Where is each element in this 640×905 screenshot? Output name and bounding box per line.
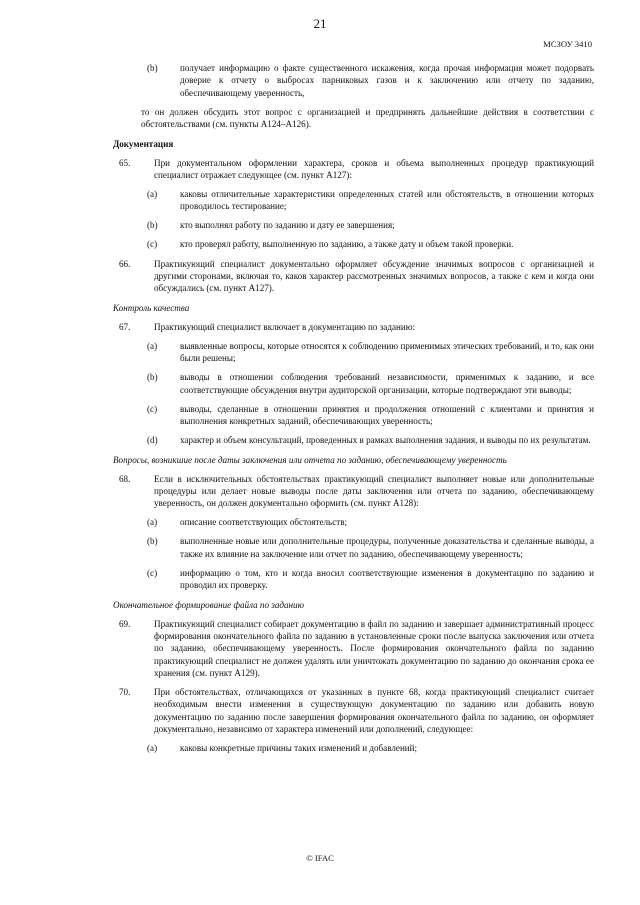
paragraph-text: При документальном оформлении характера, сроков и объема выполненных процедур практикующий специалист отражает следующее (см. пункт A127): bbox=[154, 157, 594, 180]
item-text: описание соответствующих обстоятельств; bbox=[180, 517, 348, 528]
section-heading: Документация bbox=[113, 139, 174, 150]
section-heading: Контроль качества bbox=[113, 303, 190, 314]
document-code: МСЗОУ 3410 bbox=[543, 39, 592, 49]
section-heading: Вопросы, возникшие после даты заключения или отчета по заданию, обеспечивающему уверенность bbox=[113, 455, 507, 466]
list-item bbox=[113, 371, 594, 396]
paragraph-text: При обстоятельствах, отличающихся от указанных в пункте 68, когда практикующий специалист считает необходимым внести изменения в существующую документацию по заданию или добавить новую документацию по заданию после завершения формирования окончательного файла по заданию, он оформляет документально, независимо от характера изменений или дополнений, следующее: bbox=[154, 686, 594, 734]
item-text: выводы, сделанные в отношении принятия и продолжения отношений с клиентами и принятия и выполнения конкретных заданий, обеспечивающих уверенность; bbox=[180, 403, 594, 426]
item-label: (a) bbox=[147, 188, 158, 199]
item-label: (b) bbox=[147, 536, 158, 547]
item-label: (a) bbox=[147, 517, 158, 528]
list-item bbox=[113, 535, 594, 560]
list-item bbox=[113, 219, 594, 231]
item-label: (c) bbox=[147, 403, 158, 414]
list-item bbox=[113, 742, 594, 754]
numbered-paragraph bbox=[113, 686, 594, 735]
list-item bbox=[113, 188, 594, 213]
list-item bbox=[113, 567, 594, 592]
numbered-paragraph bbox=[113, 473, 594, 510]
list-item bbox=[113, 434, 594, 446]
paragraph-number: 66. bbox=[119, 258, 131, 269]
list-item bbox=[113, 238, 594, 250]
paragraph-number: 69. bbox=[119, 618, 131, 629]
continuation-paragraph: то он должен обсудить этот вопрос с организацией и предпринять дальнейшие действия в соответствии с обстоятельствами (см. пункты A124–A126). bbox=[141, 106, 594, 129]
section-heading: Окончательное формирование файла по заданию bbox=[113, 600, 305, 611]
item-text: выполненные новые или дополнительные процедуры, полученные доказательства и сделанные выводы, а также их влияние на заключение или отчет по заданию, обеспечивающему уверенность; bbox=[180, 536, 594, 559]
item-label: (c) bbox=[147, 567, 158, 578]
item-text: каковы отличительные характеристики определенных статей или обстоятельств, в отношении которых проводилось тестирование; bbox=[180, 188, 594, 212]
paragraph-text: Практикующий специалист документально оформляет обсуждение значимых вопросов с организацией и другими сторонами, включая то, каков характер рассмотренных значимых вопросов, а также с кем и когда они обсуждались (см. пункт A127). bbox=[154, 258, 594, 294]
numbered-paragraph bbox=[113, 258, 594, 295]
copyright-footer: © IFAC bbox=[306, 853, 334, 863]
item-text: получает информацию о факте существенного искажения, когда прочая информация может подорвать доверие к отчету о выбросах парниковых газов и к заключению или отчету по заданию, обеспечивающему уверенность, bbox=[180, 63, 594, 98]
paragraph-number: 65. bbox=[119, 157, 131, 168]
paragraph-number: 70. bbox=[119, 686, 131, 697]
item-label: (b) bbox=[147, 372, 158, 383]
list-item bbox=[113, 516, 594, 528]
item-label: (d) bbox=[147, 435, 158, 445]
item-text: каковы конкретные причины таких изменений и добавлений; bbox=[180, 742, 418, 753]
item-label: (a) bbox=[147, 340, 158, 351]
paragraph-text: Если в исключительных обстоятельствах практикующий специалист выполняет новые или дополнительные процедуры или делает новые выводы после даты заключения или отчета по заданию, обеспечивающему уверенность, он должен документально оформить (см. пункт A128): bbox=[154, 473, 594, 509]
list-item bbox=[113, 403, 594, 428]
item-label: (c) bbox=[147, 239, 158, 250]
page-number: 21 bbox=[313, 16, 327, 31]
item-label: (b) bbox=[147, 63, 158, 73]
item-text: выводы в отношении соблюдения требований независимости, применимых к заданию, и все соответствующие обсуждения внутри аудиторской организации, которые подтверждают эти выводы; bbox=[180, 372, 594, 395]
page-body bbox=[113, 62, 594, 761]
item-label: (b) bbox=[147, 220, 158, 231]
item-text: кто выполнял работу по заданию и дату ее завершения; bbox=[180, 220, 395, 231]
item-text: выявленные вопросы, которые относятся к соблюдению применимых этических требований, и то, как они были решены; bbox=[180, 340, 594, 364]
list-item bbox=[113, 340, 594, 365]
paragraph-number: 67. bbox=[119, 321, 131, 332]
list-item bbox=[113, 62, 594, 99]
item-text: кто проверял работу, выполненную по заданию, а также дату и объем такой проверки. bbox=[180, 239, 514, 250]
paragraph-text: Практикующий специалист включает в документацию по заданию: bbox=[154, 321, 416, 332]
item-text: характер и объем консультаций, проведенных в рамках выполнения задания, и выводы по их результатам. bbox=[180, 435, 591, 445]
item-text: информацию о том, кто и когда вносил соответствующие изменения в документацию по заданию и проводил их проверку. bbox=[180, 567, 594, 591]
numbered-paragraph bbox=[113, 618, 594, 679]
paragraph-number: 68. bbox=[119, 473, 131, 484]
numbered-paragraph bbox=[113, 321, 594, 333]
numbered-paragraph bbox=[113, 157, 594, 182]
paragraph-text: Практикующий специалист собирает документацию в файл по заданию и завершает административный процесс формирования окончательного файла по заданию в установленные сроки после выпуска заключения или отчета по заданию, обеспечивающему уверенность. После формирования окончательного файла по заданию практикующий специалист не должен удалять или уничтожать документацию по заданию до окончания срока ее хранения (см. пункт A129). bbox=[154, 618, 594, 678]
item-label: (a) bbox=[147, 742, 158, 753]
